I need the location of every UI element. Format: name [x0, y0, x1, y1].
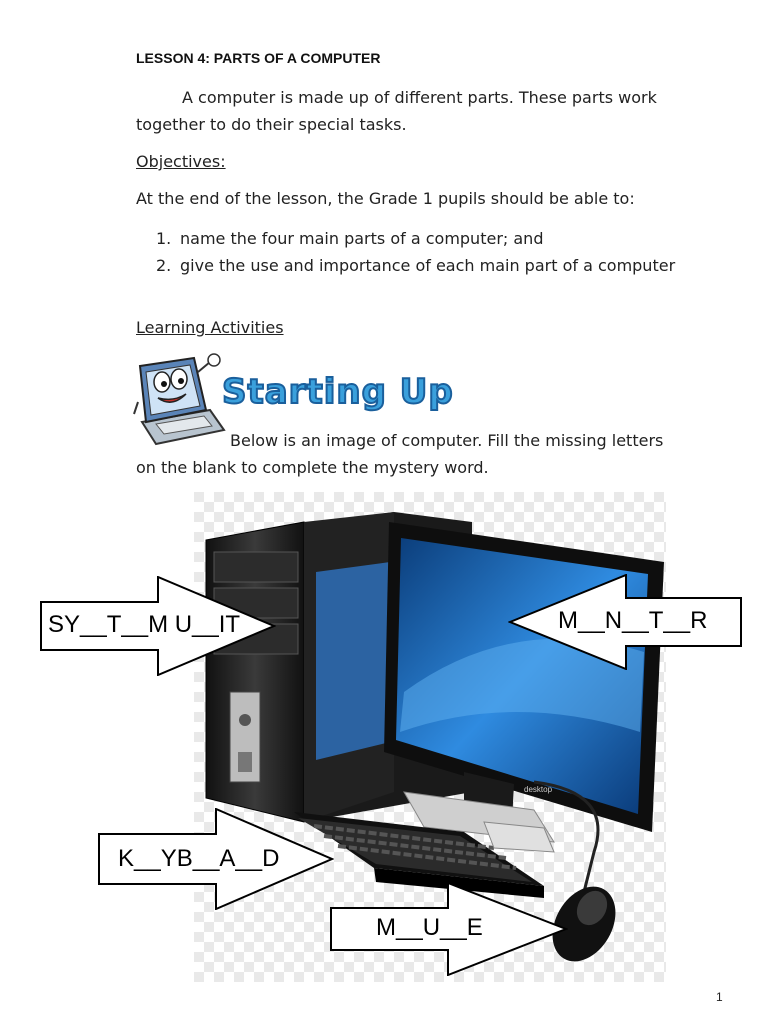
objective-item	[156, 225, 675, 252]
system-unit-label: SY__T__M U__IT	[48, 611, 241, 638]
monitor-arrow	[508, 574, 742, 674]
keyboard-label: K__YB__A__D	[118, 845, 280, 872]
objective-text: name the four main parts of a computer; and	[180, 229, 544, 248]
intro-paragraph	[136, 84, 726, 138]
objective-text: give the use and importance of each main part of a computer	[180, 256, 676, 275]
objectives-lead: At the end of the lesson, the Grade 1 pupils should be able to:	[136, 189, 635, 208]
laptop-mascot-icon	[132, 352, 228, 448]
mouse-label: M__U__E	[376, 914, 483, 941]
starting-up-heading: Starting Up	[222, 372, 454, 412]
mouse-arrow	[330, 882, 568, 980]
system-unit-arrow	[40, 576, 276, 680]
objective-item	[156, 252, 675, 279]
objectives-list	[156, 225, 675, 279]
objective-number: 1.	[156, 229, 172, 248]
keyboard-arrow	[98, 808, 334, 914]
intro-text: A computer is made up of different parts. These parts work together to do their special tasks.	[136, 88, 657, 134]
instruction-line-2: on the blank to complete the mystery word.	[136, 458, 489, 477]
activities-heading: Learning Activities	[136, 318, 284, 337]
objective-number: 2.	[156, 256, 172, 275]
lesson-title: LESSON 4: PARTS OF A COMPUTER	[136, 50, 381, 66]
monitor-label: M__N__T__R	[558, 607, 708, 634]
objectives-heading: Objectives:	[136, 152, 226, 171]
monitor-brand-text: desktop	[524, 785, 553, 794]
page-number: 1	[716, 990, 723, 1004]
instruction-line-1: Below is an image of computer. Fill the missing letters	[230, 431, 664, 450]
